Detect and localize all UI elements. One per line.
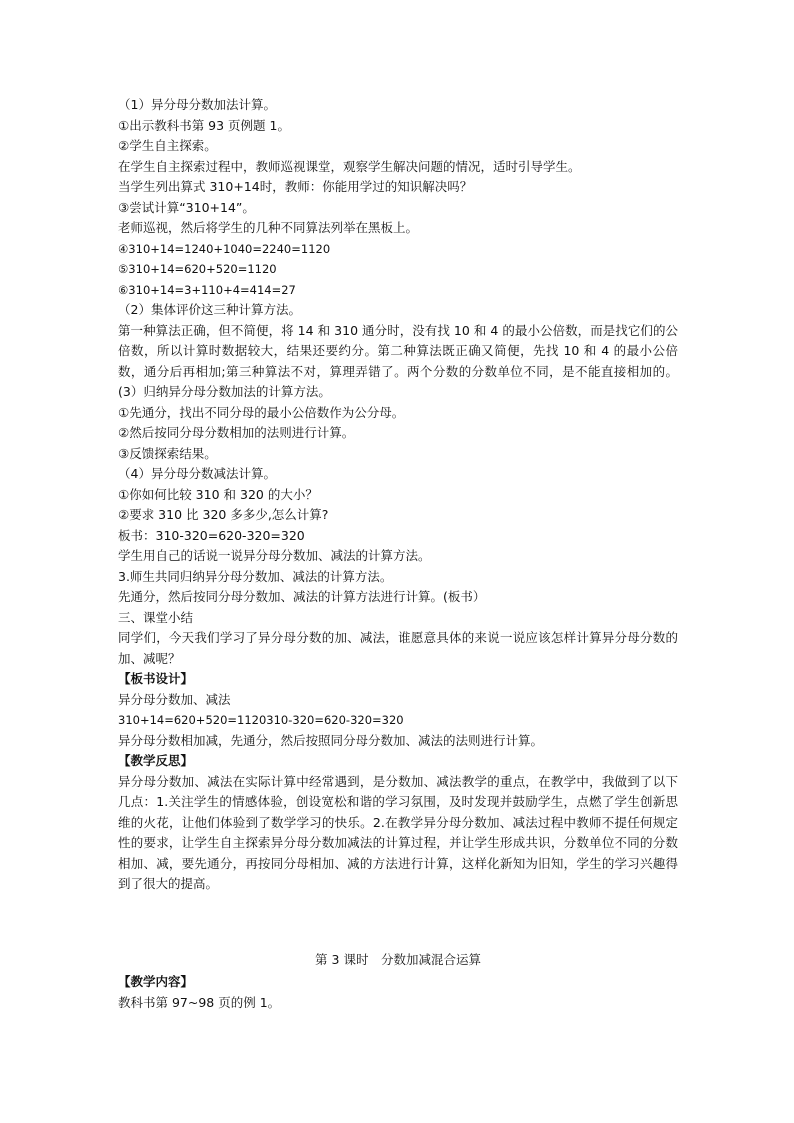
summary-paragraph: 同学们，今天我们学习了异分母分数的加、减法，谁愿意具体的来说一说应该怎样计算异分母分数的加、减呢？ — [118, 630, 678, 666]
text-line: （1）异分母分数加法计算。 — [118, 97, 276, 112]
content-heading: 【教学内容】 — [118, 974, 194, 989]
text-line: 当学生列出算式 310+14时，教师：你能用学过的知识解决吗？ — [118, 179, 473, 194]
evaluation-paragraph: 第一种算法正确，但不简便，将 14 和 310 通分时，没有找 10 和 4 的最小公倍数，而是找它们的公倍数，所以计算时数据较大，结果还要约分。第二种算法既正确又简便，先找 10 和 4 的最小公倍数，通分后再相加;第三种算法不对，算理弄错了。两个分数的分数单位不同，是不能直接相加的。(3）归纳异分母分数加法的计算方法。 — [118, 322, 678, 399]
teaching-content-section — [118, 972, 678, 1013]
text-line: ①你如何比较 310 和 320 的大小？ — [118, 486, 318, 502]
text-line: 先通分，然后按同分母分数加、减法的计算方法进行计算。(板书） — [118, 589, 486, 604]
section-heading: 三、课堂小结 — [118, 609, 194, 625]
text-line: （2）集体评价这三种计算方法。 — [118, 302, 301, 317]
text-line: ①先通分，找出不同分母的最小公倍数作为公分母。 — [118, 404, 405, 420]
text-line: ②然后按同分母分数相加的法则进行计算。 — [118, 425, 355, 440]
text-line: ②学生自主探索。 — [118, 138, 217, 153]
text-line: 学生用自己的话说一说异分母分数加、减法的计算方法。 — [118, 548, 431, 563]
text-line: 3.师生共同归纳异分母分数加、减法的计算方法。 — [118, 568, 393, 584]
text-line: ③反馈探索结果。 — [118, 445, 217, 461]
text-line: ③尝试计算“310+14”。 — [118, 199, 255, 215]
reflection-heading: 【教学反思】 — [118, 753, 194, 768]
formula-line: ④310+14=1240+1040=2240=1120 — [118, 241, 331, 256]
text-line: 板书：310-320=620-320=320 — [118, 527, 305, 543]
board-formula: 310+14=620+520=1120310-320=620-320=320 — [118, 713, 404, 727]
text-line: 在学生自主探索过程中，教师巡视课堂，观察学生解决问题的情况，适时引导学生。 — [118, 158, 581, 174]
reflection-paragraph: 异分母分数加、减法在实际计算中经常遇到，是分数加、减法教学的重点，在教学中，我做到了以下几点：1.关注学生的情感体验，创设宽松和谐的学习氛围，及时发现并鼓励学生，点燃了学生创新思维的火花，让他们体验到了数学学习的快乐。2.在教学异分母分数加、减法过程中教师不提任何规定性的要求，让学生自主探索异分母分数加减法的计算过程，并让学生形成共识，分数单位不同的分数相加、减，要先通分，再按同分母相加、减的方法进行计算，这样化新知为旧知，学生的学习兴趣得到了很大的提高。 — [118, 773, 678, 891]
text-line: 老师巡视，然后将学生的几种不同算法列举在黑板上。 — [118, 220, 419, 235]
document-body — [118, 95, 678, 895]
formula-line: ⑥310+14=3+110+4=414=27 — [118, 282, 296, 297]
text-line: （4）异分母分数减法计算。 — [118, 466, 276, 481]
formula-line: ⑤310+14=620+520=1120 — [118, 262, 277, 276]
text-line: ②要求 310 比 320 多多少,怎么计算? — [118, 507, 329, 522]
board-design-heading: 【板书设计】 — [118, 671, 194, 686]
board-title: 异分母分数加、减法 — [118, 691, 231, 707]
board-rule: 异分母分数相加减，先通分，然后按照同分母分数加、减法的法则进行计算。 — [118, 732, 544, 748]
lesson-title: 第 3 课时 分数加减混合运算 — [315, 952, 481, 967]
content-text: 教科书第 97~98 页的例 1。 — [118, 994, 281, 1010]
text-line: ①出示教科书第 93 页例题 1。 — [118, 117, 290, 133]
